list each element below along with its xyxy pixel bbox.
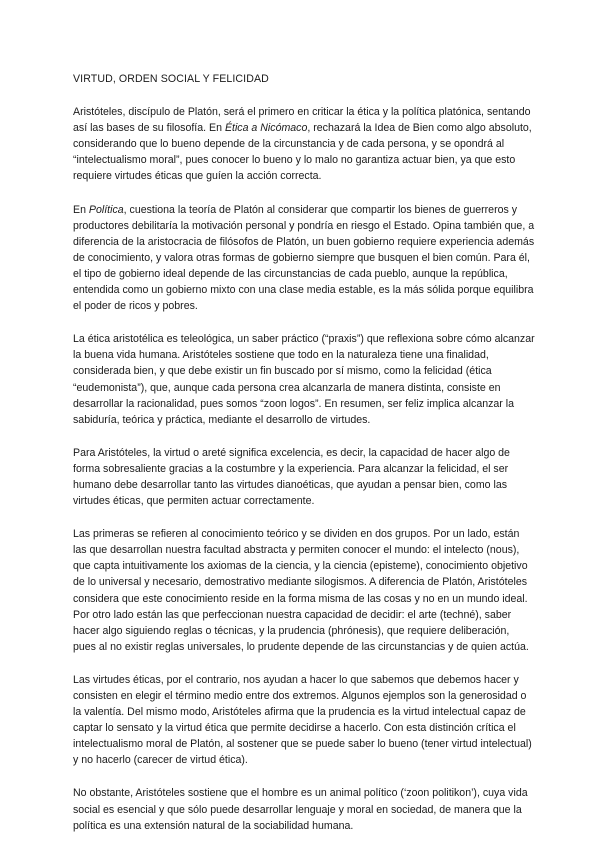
document-page: [73, 71, 535, 851]
paragraph-1-text-a: Aristóteles, discípulo de Platón, será el primero en criticar la ética y la política platónica, sentando así las bases de su filosofía. En: [73, 106, 531, 135]
paragraph-2-text-a: En: [73, 203, 89, 216]
paragraph-2: [73, 202, 535, 315]
paragraph-7: No obstante, Aristóteles sostiene que el hombre es un animal político (‘zoon politikon’), cuya vida social es esencial y que sólo puede desarrollar lenguaje y moral en sociedad, de manera que la política es una extensión natural de la sociabilidad humana.: [73, 787, 528, 832]
paragraph-5: Las primeras se refieren al conocimiento teórico y se dividen en dos grupos. Por un lado, están las que desarrollan nuestra facultad abstracta y permiten conocer el mundo: el intelecto (nous), que capta intuitivamente los axiomas de la ciencia, y la ciencia (episteme), conocimiento objetivo de lo universal y necesario, demostrativo mediante silogismos. A diferencia de Platón, Aristóteles considera que este conocimiento reside en la forma misma de las cosas y no en un mundo ideal. Por otro lado están las que perfeccionan nuestra capacidad de decidir: el arte (techné), saber hacer algo siguiendo reglas o técnicas, y la prudencia (phrónesis), que requiere deliberación, pues al no existir reglas universales, lo prudente depende de las circunstancias y de quien actúa.: [73, 528, 529, 653]
paragraph-2-book-title: Política: [88, 203, 124, 216]
document-title: VIRTUD, ORDEN SOCIAL Y FELICIDAD: [73, 73, 269, 85]
paragraph-1: [73, 104, 535, 184]
paragraph-3: La ética aristotélica es teleológica, un saber práctico (“praxis”) que reflexiona sobre cómo alcanzar la buena vida humana. Aristóteles sostiene que todo en la naturaleza tiene una finalidad, considerada bien, y que debe existir un fin buscado por sí mismo, como la felicidad (ética “eudemonista”), que, aunque cada persona crea alcanzarla de manera distinta, consiste en desarrollar la racionalidad, pues somos “zoon logos”. En resumen, ser feliz implica alcanzar la sabiduría, teórica y práctica, mediante el desarrollo de virtudes.: [73, 333, 535, 426]
paragraph-6: Las virtudes éticas, por el contrario, nos ayudan a hacer lo que sabemos que debemos hacer y consisten en elegir el término medio entre dos extremos. Algunos ejemplos son la generosidad o la valentía. Del mismo modo, Aristóteles afirma que la prudencia es la virtud intelectual capaz de captar lo sensato y la virtud ética que permite decidirse a hacerlo. Con esta distinción crítica el intelectualismo moral de Platón, al sostener que se puede saber lo bueno (tener virtud intelectual) y no hacerlo (carecer de virtud ética).: [73, 673, 532, 767]
paragraph-2-text-b: , cuestiona la teoría de Platón al considerar que compartir los bienes de guerreros y productores debilitaría la motivación personal y pondría en riesgo el Estado. Opina también que, a diferencia de la aristocracia de filósofos de Platón, un buen gobierno requiere experiencia además de conocimiento, y valora otras formas de gobierno siempre que busquen el bien común. Para él, el tipo de gobierno ideal depende de las circunstancias de cada pueblo, aunque la república, entendida como un gobierno mixto con una clase media estable, es la más sólida porque equilibra el poder de ricos y pobres.: [73, 203, 535, 313]
paragraph-1-text-b: , rechazará la Idea de Bien como algo absoluto, considerando que lo bueno depende de la circunstancia y de cada persona, y se opondrá al “intelectualismo moral”, pues conocer lo bueno y lo malo no garantiza actuar bien, ya que esto requiere virtudes éticas que guíen la acción correcta.: [73, 122, 532, 183]
paragraph-1-book-title: Ética a Nicómaco: [224, 122, 308, 135]
paragraph-4: Para Aristóteles, la virtud o areté significa excelencia, es decir, la capacidad de hacer algo de forma sobresaliente gracias a la costumbre y la experiencia. Para alcanzar la felicidad, el ser humano debe desarrollar tanto las virtudes dianoéticas, que ayudan a pensar bien, como las virtudes éticas, que permiten actuar correctamente.: [73, 446, 510, 508]
